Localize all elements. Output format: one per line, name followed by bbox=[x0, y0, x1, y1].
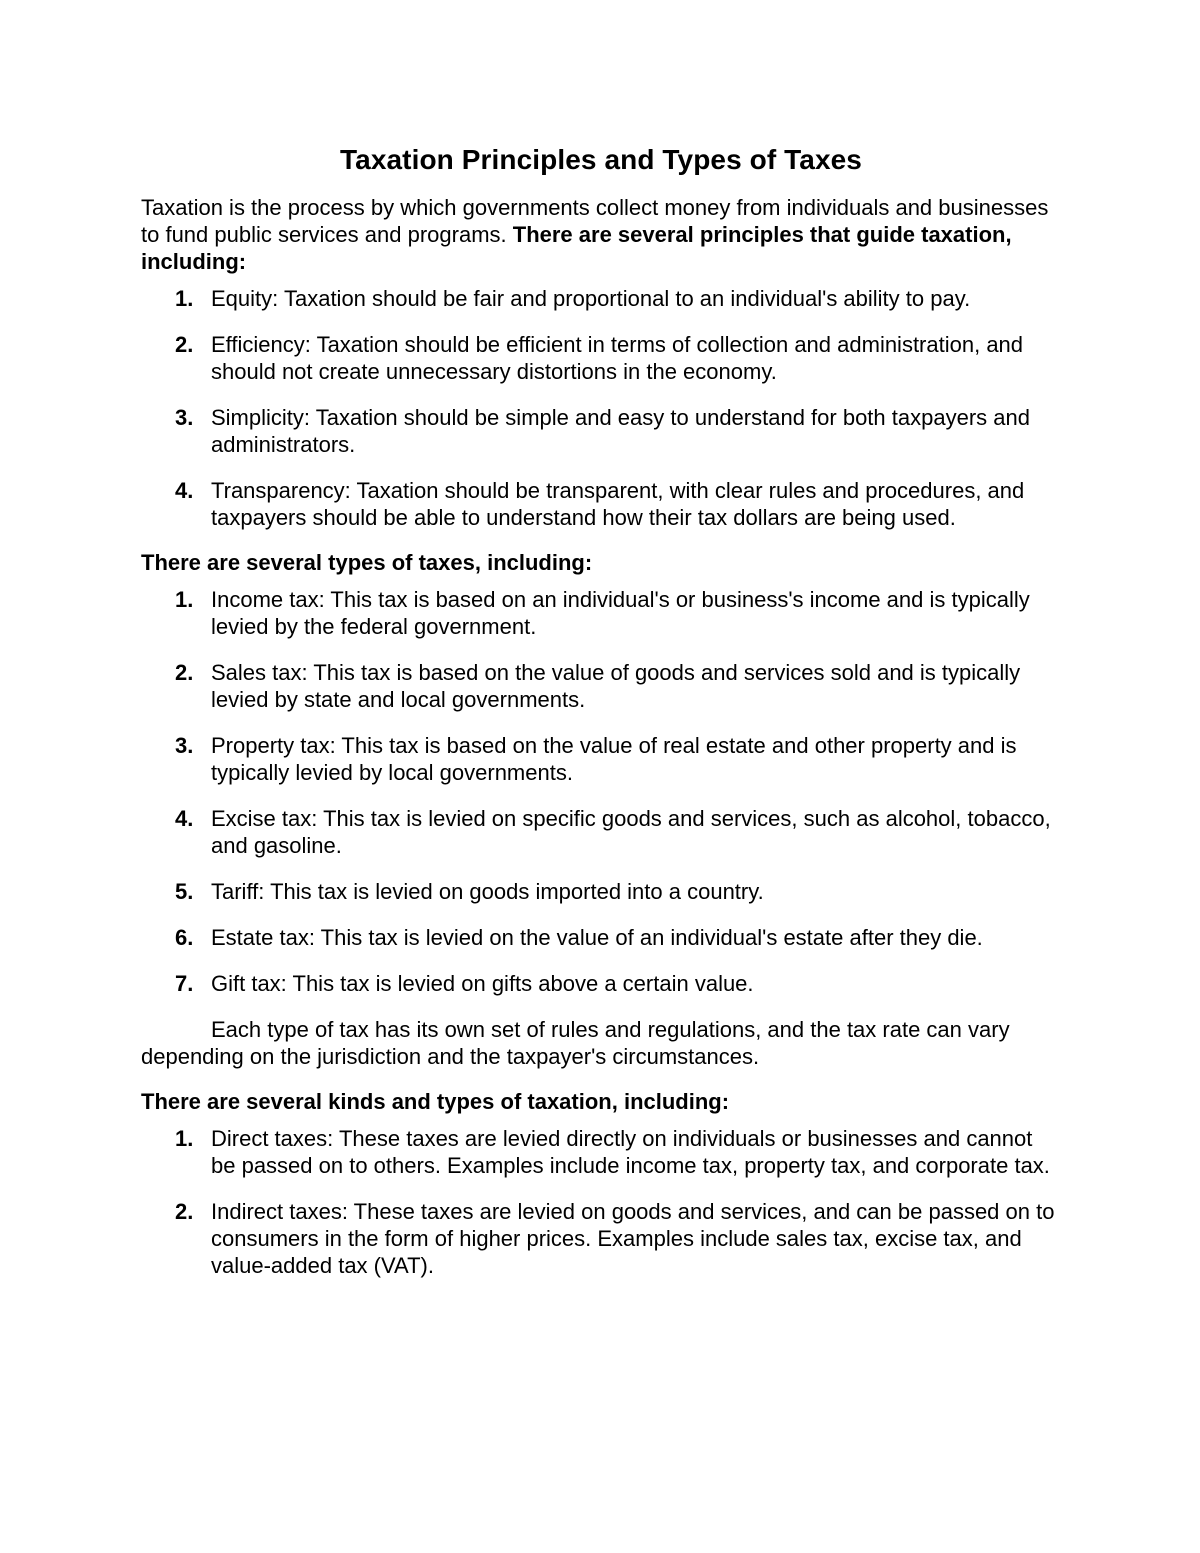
list-item-number: 3. bbox=[175, 405, 194, 430]
list-item-number: 7. bbox=[175, 971, 194, 996]
list-item-number: 4. bbox=[175, 806, 194, 831]
types-list bbox=[141, 586, 1061, 997]
list-item-number: 1. bbox=[175, 587, 194, 612]
types-heading: There are several types of taxes, including: bbox=[141, 550, 593, 575]
list-item bbox=[141, 970, 1061, 997]
principles-list bbox=[141, 285, 1061, 531]
list-item-number: 6. bbox=[175, 925, 194, 950]
kinds-heading: There are several kinds and types of taxation, including: bbox=[141, 1089, 730, 1114]
list-item-text: Excise tax: This tax is levied on specific goods and services, such as alcohol, tobacco, and gasoline. bbox=[211, 806, 1051, 858]
list-item-number: 2. bbox=[175, 660, 194, 685]
list-item-text: Sales tax: This tax is based on the value of goods and services sold and is typically levied by state and local governments. bbox=[211, 660, 1021, 712]
list-item bbox=[141, 659, 1061, 713]
intro-text: Taxation is the process by which governments collect money from individuals and businesses to fund public services and programs. bbox=[141, 195, 1049, 247]
list-item-text: Simplicity: Taxation should be simple and easy to understand for both taxpayers and administrators. bbox=[211, 405, 1030, 457]
list-item-text: Transparency: Taxation should be transparent, with clear rules and procedures, and taxpayers should be able to understand how their tax dollars are being used. bbox=[211, 478, 1025, 530]
list-item bbox=[141, 586, 1061, 640]
list-item bbox=[141, 1125, 1061, 1179]
list-item-text: Tariff: This tax is levied on goods imported into a country. bbox=[211, 879, 764, 904]
list-item-text: Income tax: This tax is based on an individual's or business's income and is typically levied by the federal government. bbox=[211, 587, 1030, 639]
intro-paragraph bbox=[141, 194, 1061, 275]
kinds-list bbox=[141, 1125, 1061, 1279]
document-page bbox=[141, 140, 1061, 1279]
list-item-number: 2. bbox=[175, 1199, 194, 1224]
list-item-number: 2. bbox=[175, 332, 194, 357]
intro-bold-text: There are several principles that guide taxation, including: bbox=[141, 222, 1012, 274]
list-item-number: 1. bbox=[175, 286, 194, 311]
list-item bbox=[141, 878, 1061, 905]
list-item bbox=[141, 805, 1061, 859]
list-item bbox=[141, 924, 1061, 951]
list-item bbox=[141, 732, 1061, 786]
list-item-text: Equity: Taxation should be fair and proportional to an individual's ability to pay. bbox=[211, 286, 971, 311]
list-item-text: Estate tax: This tax is levied on the value of an individual's estate after they die. bbox=[211, 925, 983, 950]
list-item bbox=[141, 404, 1061, 458]
list-item bbox=[141, 331, 1061, 385]
list-item bbox=[141, 285, 1061, 312]
document-title: Taxation Principles and Types of Taxes bbox=[340, 144, 862, 175]
list-item-text: Property tax: This tax is based on the value of real estate and other property and is typically levied by local governments. bbox=[211, 733, 1017, 785]
list-item-number: 5. bbox=[175, 879, 194, 904]
list-item-text: Direct taxes: These taxes are levied directly on individuals or businesses and cannot be passed on to others. Examples include income tax, property tax, and corporate tax. bbox=[211, 1126, 1050, 1178]
list-item bbox=[141, 477, 1061, 531]
types-summary-paragraph: Each type of tax has its own set of rules and regulations, and the tax rate can vary depending on the jurisdiction and the taxpayer's circumstances. bbox=[141, 1017, 1010, 1069]
list-item bbox=[141, 1198, 1061, 1279]
list-item-number: 1. bbox=[175, 1126, 194, 1151]
list-item-text: Gift tax: This tax is levied on gifts above a certain value. bbox=[211, 971, 754, 996]
list-item-number: 3. bbox=[175, 733, 194, 758]
list-item-text: Efficiency: Taxation should be efficient in terms of collection and administration, and should not create unnecessary distortions in the economy. bbox=[211, 332, 1024, 384]
list-item-text: Indirect taxes: These taxes are levied on goods and services, and can be passed on to consumers in the form of higher prices. Examples include sales tax, excise tax, and value-added tax (VAT). bbox=[211, 1199, 1055, 1278]
list-item-number: 4. bbox=[175, 478, 194, 503]
